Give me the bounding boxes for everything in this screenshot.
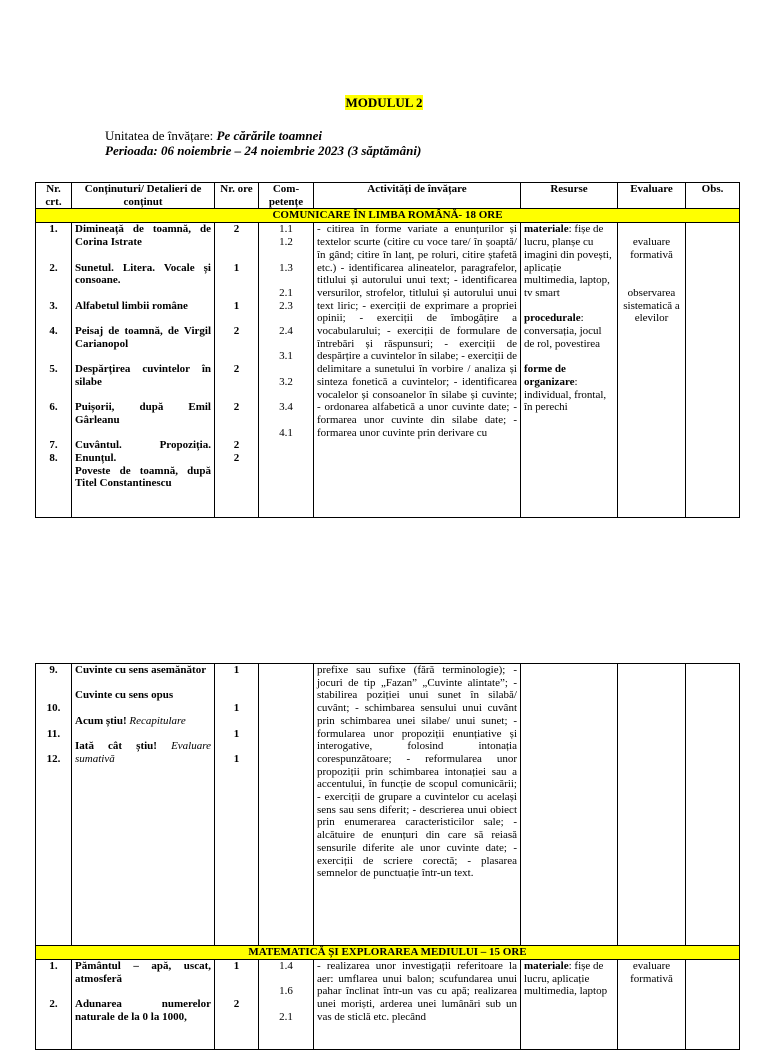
unit-label: Unitatea de învățare: <box>105 128 217 143</box>
unit-header <box>105 128 421 158</box>
col-activities: Activități de învățare <box>314 183 521 209</box>
table-row <box>36 960 740 1050</box>
hours-list: 1 2 <box>215 960 259 1050</box>
evaluation-cell: evaluare formativă observarea sistematică a elevilor <box>618 223 686 518</box>
col-competences: Com-petențe <box>259 183 314 209</box>
plan-table-page1 <box>35 182 740 518</box>
col-evaluation: Evaluare <box>618 183 686 209</box>
plan-table-page2 <box>35 663 740 1050</box>
evaluation-cell <box>618 664 686 946</box>
hours-list: 1 1 1 1 <box>215 664 259 946</box>
row-numbers: 9. 10. 11. 12. <box>36 664 72 946</box>
competences-list <box>259 664 314 946</box>
header-row <box>36 183 740 209</box>
section-band-math: MATEMATICĂ ȘI EXPLORAREA MEDIULUI – 15 ORE <box>36 946 740 960</box>
activities-cell: prefixe sau sufixe (fără terminologie); - jocuri de tip „Fazan” „Cuvinte alintate”; - stabilirea poziției unui sunet în silabă/ cuvânt; - schimbarea sensului unui cuvânt prin schimbarea unei silabe/ unui sunet; - formularea unor propoziții enunțiative și interogative, folosind intonația corespunzătoare; - reformularea unor propoziții prin schimbarea intonației sau a accentului, în funcție de scopul comunicării; - exerciții de grupare a cuvintelor cu același sens sau sens diferit; - descrierea unui obiect prin enumerarea caracteristicilor sale; - alcătuire de enunțuri din care să reiasă sensurile diferite ale unor cuvinte date; - exerciții de scriere corectă; - plasarea semnelor de punctuație într-un text. <box>314 664 521 946</box>
lesson-list: Dimineață de toamnă, de Corina Istrate Sunetul. Litera. Vocale și consoane. Alfabetul limbii române Peisaj de toamnă, de Virgil Carianopol Despărțirea cuvintelor în silabe Puișorii, după Emil Gârleanu Cuvântul. Propoziția. Enunțul. Poveste de toamnă, după Titel Constantinescu <box>72 223 215 518</box>
col-content: Conținuturi/ Detalieri de conținut <box>72 183 215 209</box>
competences-list: 1.4 1.6 2.1 <box>259 960 314 1050</box>
table-row <box>36 664 740 946</box>
obs-cell <box>686 960 740 1050</box>
evaluation-cell: evaluare formativă <box>618 960 686 1050</box>
lesson-list: Cuvinte cu sens asemănător Cuvinte cu sens opus Acum știu! Recapitulare Iată cât știu! Evaluare sumativă <box>72 664 215 946</box>
competences-list: 1.1 1.2 1.3 2.1 2.3 2.4 3.1 3.2 3.4 4.1 <box>259 223 314 518</box>
lesson-list: Pământul – apă, uscat, atmosferă Adunarea numerelor naturale de la 0 la 1000, <box>72 960 215 1050</box>
row-numbers: 1. 2. 3. 4. 5. 6. 7. 8. <box>36 223 72 518</box>
row-numbers: 1. 2. <box>36 960 72 1050</box>
unit-name: Pe cărările toamnei <box>216 128 322 143</box>
obs-cell <box>686 223 740 518</box>
col-resources: Resurse <box>521 183 618 209</box>
period: Perioada: 06 noiembrie – 24 noiembrie 2023 (3 săptămâni) <box>105 143 422 158</box>
activities-cell: - realizarea unor investigații referitoare la aer: umflarea unui balon; scufundarea unui pahar înclinat într-un vas cu apă; realizarea unei moriști, arderea unei lumânări sub un vas de sticlă etc. plecând <box>314 960 521 1050</box>
resources-cell <box>521 664 618 946</box>
section-band-romanian: COMUNICARE ÎN LIMBA ROMÂNĂ- 18 ORE <box>36 209 740 223</box>
obs-cell <box>686 664 740 946</box>
col-obs: Obs. <box>686 183 740 209</box>
hours-list: 2 1 1 2 2 2 2 2 <box>215 223 259 518</box>
activities-cell: - citirea în forme variate a enunțurilor și textelor scurte (citire cu voce tare/ în șoaptă/ în gând; citire în lanț, pe roluri, citire ștafetă etc.) - identificarea alineatelor, paragrafelor, titlului și autorului unui text; - identificarea versurilor, strofelor, titlului și autorului unui text liric; - exerciții de exprimare a propriei opinii; - exerciții de îmbogățire a vocabularului; - exerciții de formulare de întrebări și răspunsuri; - exerciții de despărțire a cuvintelor în silabe; - exerciții de delimitare a sunetului în vorbire / analiza și sinteza fonetică a cuvintelor; - identificarea vocalelor și consoanelor în silabe și cuvinte; - ordonarea alfabetică a unor cuvinte date; - formarea unor cuvinte din silabe date; - formarea unor cuvinte prin derivare cu <box>314 223 521 518</box>
resources-cell: materiale: fișe de lucru, planșe cu imagini din povești, aplicație multimedia, laptop, tv smart procedurale: conversația, jocul de rol, povestirea forme de organizare: individual, frontal, în perechi <box>521 223 618 518</box>
col-hours: Nr. ore <box>215 183 259 209</box>
col-nr: Nr. crt. <box>36 183 72 209</box>
module-title: MODULUL 2 <box>345 95 423 110</box>
resources-cell: materiale: fișe de lucru, aplicație multimedia, laptop <box>521 960 618 1050</box>
table-row <box>36 223 740 518</box>
